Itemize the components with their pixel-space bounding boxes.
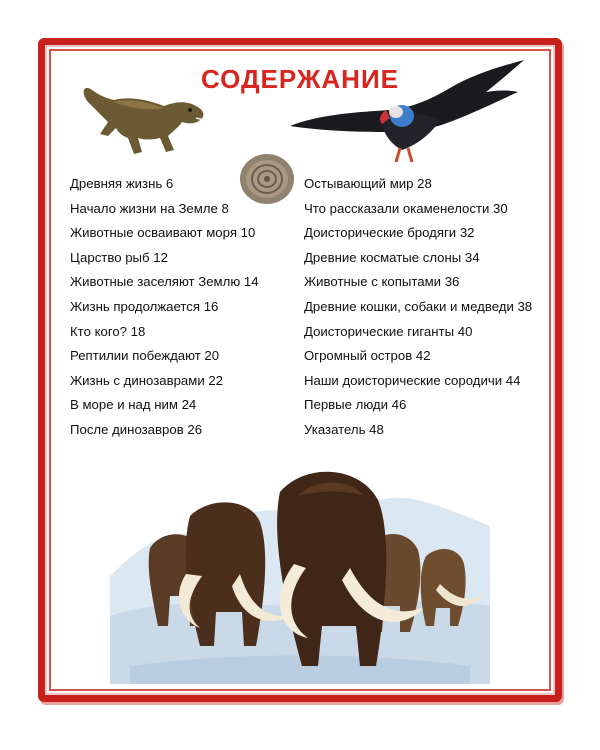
toc-column-right <box>304 172 532 443</box>
toc-item[interactable]: В море и над ним 24 <box>70 397 197 413</box>
toc-item[interactable]: После динозавров 26 <box>70 421 203 437</box>
toc-item[interactable]: Древняя жизнь 6 <box>70 176 174 191</box>
toc-item[interactable]: Жизнь продолжается 16 <box>70 298 219 314</box>
vulture-icon <box>290 60 526 170</box>
toc-item[interactable]: Начало жизни на Земле 8 <box>70 200 229 216</box>
toc-column-left <box>70 172 259 443</box>
toc-item[interactable]: Доисторические бродяги 32 <box>304 225 475 241</box>
toc-item[interactable]: Первые люди 46 <box>304 397 407 413</box>
toc-item[interactable]: Животные с копытами 36 <box>304 274 460 290</box>
toc-item[interactable]: Жизнь с динозаврами 22 <box>70 372 224 388</box>
toc-item[interactable]: Древние кошки, собаки и медведи 38 <box>304 298 533 314</box>
toc-item[interactable]: Животные заселяют Землю 14 <box>70 274 259 290</box>
toc-item[interactable]: Наши доисторические сородичи 44 <box>304 372 521 388</box>
toc-item[interactable]: Доисторические гиганты 40 <box>304 323 473 339</box>
prehistoric-reptile-icon <box>78 80 210 156</box>
toc-item[interactable]: Остывающий мир 28 <box>304 176 432 191</box>
toc-item[interactable]: Указатель 48 <box>304 421 384 437</box>
toc-item[interactable]: Животные осваивают моря 10 <box>70 225 256 241</box>
mammoth-herd-icon <box>110 456 490 684</box>
toc-item[interactable]: Огромный остров 42 <box>304 348 431 364</box>
page-title: СОДЕРЖАНИЕ <box>201 64 399 94</box>
toc-item[interactable]: Древние косматые слоны 34 <box>304 249 480 265</box>
toc-item[interactable]: Кто кого? 18 <box>70 323 146 339</box>
toc-item[interactable]: Царство рыб 12 <box>70 249 168 265</box>
toc-item[interactable]: Рептилии побеждают 20 <box>70 348 220 364</box>
toc-item[interactable]: Что рассказали окаменелости 30 <box>304 200 508 216</box>
